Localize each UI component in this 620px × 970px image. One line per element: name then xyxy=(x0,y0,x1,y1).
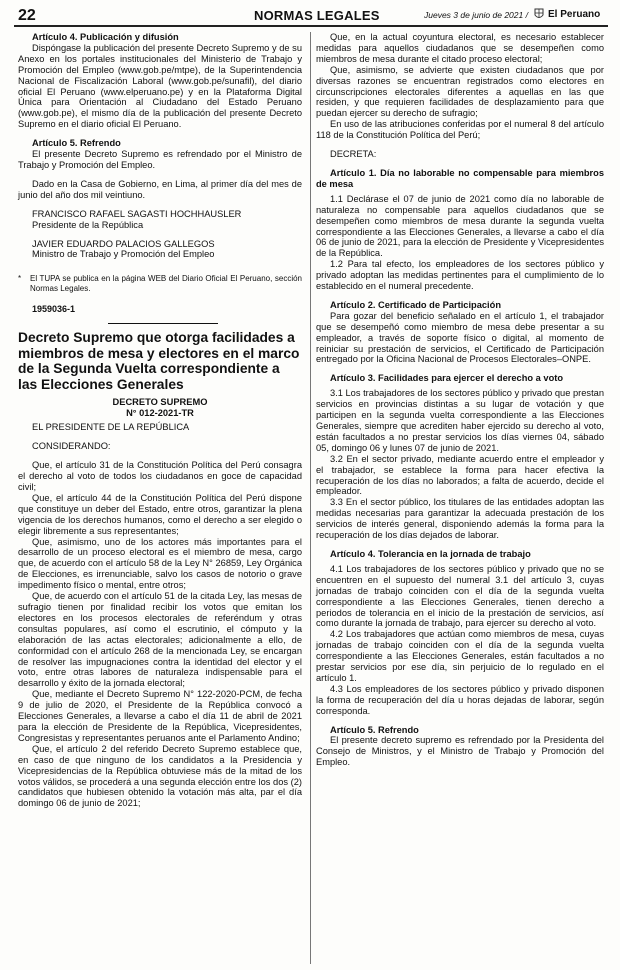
article-3-3: 3.3 En el sector público, los titulares de las entidades adoptan las medidas necesarias para garantizar la adecuada prestación de los servicios de interés general, disponiendo además la forma para la recuperación de los días dejados de laborar. xyxy=(316,497,604,541)
footnote-text: El TUPA se publica en la página WEB del Diario Oficial El Peruano, sección Normas Legales. xyxy=(30,274,302,294)
article-5-title-right: Artículo 5. Refrendo xyxy=(330,724,419,735)
article-3-title: Artículo 3. Facilidades para ejercer el derecho a voto xyxy=(330,373,564,384)
article-4-title: Artículo 4. Publicación y difusión xyxy=(32,32,179,42)
signature-2-role: Ministro de Trabajo y Promoción del Empleo xyxy=(32,249,215,260)
recital-3: En uso de las atribuciones conferidas por el numeral 8 del artículo 118 de la Constitución Política del Perú; xyxy=(316,119,604,141)
article-5-text: El presente Decreto Supremo es refrendado por el Ministro de Trabajo y Promoción del Empleo. xyxy=(18,149,302,170)
article-5-title: Artículo 5. Refrendo xyxy=(32,138,121,149)
considerando-1: Que, el artículo 31 de la Constitución Política del Perú consagra el derecho al voto de todos los ciudadanos en goce de capacidad civil; xyxy=(18,460,302,493)
article-2-text: Para gozar del beneficio señalado en el artículo 1, el trabajador que se desempeñó como miembro de mesa debe presentar a su empleador, a través de soporte físico o digital, al momento de reiniciar su prestación de servicios, el Certificado de Participación entregado por la Oficina Nacional de Procesos Electorales–ONPE. xyxy=(316,310,604,365)
considerando-5: Que, mediante el Decreto Supremo N° 122-2020-PCM, de fecha 9 de julio de 2020, el Presidente de la República convocó a Elecciones Generales, a llevarse a cabo el día 11 de abril de 2021 para la elección de Presidente de la República, Vicepresidentes, Congresistas y representantes peruanos ante el Parlamento Andino; xyxy=(18,689,302,743)
column-separator xyxy=(310,32,311,964)
article-3-2: 3.2 En el sector privado, mediante acuerdo entre el empleador y el trabajador, se establece la forma para hacer efectiva la recuperación de los días no laborados; a falta de acuerdo, decide el empleador. xyxy=(316,453,604,497)
considerando-6: Que, el artículo 2 del referido Decreto Supremo establece que, en caso de que ninguno de los candidatos a la Presidencia y Vicepresidencias de la República obtuviese más de la mitad de los votos válidos, se procederá a una segunda elección entre los dos (2) candidatos que hubiesen obtenido la votación más alta, par el día domingo 06 de junio de 2021; xyxy=(18,743,302,809)
article-3-1: 3.1 Los trabajadores de los sectores público y privado que prestan servicios en provincias distintas a su lugar de votación y que participen en la segunda vuelta correspondiente a las Elecciones Generales, siempre que acrediten haber ejercido su derecho al voto, están facultados a no prestar servicios los días viernes 04, sábado 05, domingo 06 y lunes 07 de junio de 2021. xyxy=(316,388,604,453)
considerando-2: Que, el artículo 44 de la Constitución Política del Perú dispone que constituye un deber del Estado, entre otros, garantizar la plena vigencia de los derechos humanos, como el derecho a ser elegido o elegir libremente a sus representantes; xyxy=(18,492,302,536)
footnote xyxy=(18,274,302,294)
recital-2: Que, asimismo, se advierte que existen ciudadanos que por diversas razones se encuentran registrados como electores en circunscripciones electorales diferentes a aquellas en las que residen, y que requieren facilidades de desplazamiento para que puedan ejercer su derecho de sufragio; xyxy=(316,64,604,119)
left-column xyxy=(18,32,302,809)
article-2-title: Artículo 2. Certificado de Participación xyxy=(330,299,501,310)
article-4-2: 4.2 Los trabajadores que actúan como miembros de mesa, cuyas jornadas de trabajo coinciden con el día de la segunda vuelta correspondiente a las Elecciones Generales, están facultados a no prestar servicios por ese día, sin perjuicio de lo regulado en el artículo 1. xyxy=(316,629,604,683)
header-rule xyxy=(14,25,608,27)
article-1-title: Artículo 1. Día no laborable no compensable para miembros de mesa xyxy=(316,167,604,189)
page-number: 22 xyxy=(18,7,36,24)
article-1-2: 1.2 Para tal efecto, los empleadores de los sectores público y privado adoptan las medidas pertinentes para el cumplimiento de lo establecido en el numeral precedente. xyxy=(316,259,604,292)
signature-2-name: JAVIER EDUARDO PALACIOS GALLEGOS xyxy=(32,238,215,249)
dado-text: Dado en la Casa de Gobierno, en Lima, al primer día del mes de junio del año dos mil veintiuno. xyxy=(18,178,302,200)
page-header xyxy=(14,6,608,26)
decreta-heading: DECRETA: xyxy=(330,149,377,160)
decree-number: N° 012-2021-TR xyxy=(126,407,194,418)
newspaper-brand: El Peruano xyxy=(548,9,601,20)
article-1-1: 1.1 Declárase el 07 de junio de 2021 como día no laborable de naturaleza no compensable para aquellos ciudadanos que se desempeñen como miembros de mesa durante la segunda vuelta correspondiente a las Elecciones Generales, a llevarse a cabo el día 06 de junio de 2021, para la elección de Presidente y Vicepresidentes de la República. xyxy=(316,193,604,259)
publication-date: Jueves 3 de junio de 2021 / xyxy=(424,10,528,20)
decree-title: Decreto Supremo que otorga facilidades a miembros de mesa y electores en el marco de la Segunda Vuelta correspondiente a las Elecciones Generales xyxy=(18,330,300,392)
decree-label: DECRETO SUPREMO xyxy=(112,396,208,407)
considerando-4: Que, de acuerdo con el artículo 51 de la citada Ley, las mesas de sufragio tienen por finalidad recibir los votos que emitan los electores en los procesos electorales de referéndum y otras consultas populares, así como el escrutinio, el cómputo y la elaboración de las actas electorales; adicionalmente a ello, de conformidad con el artículo 268 de la mencionada Ley, se encargan de resolver las impugnaciones contra la identidad del elector y el voto, entre otras labores de naturaleza indispensable para el desarrollo y éxito de la jornada electoral; xyxy=(18,591,302,689)
article-5-text-right: El presente decreto supremo es refrendado por la Presidenta del Consejo de Ministros, y el Ministro de Trabajo y Promoción del Empleo. xyxy=(316,735,604,768)
section-divider xyxy=(108,323,218,324)
right-column xyxy=(316,32,604,768)
article-4-title-right: Artículo 4. Tolerancia en la jornada de trabajo xyxy=(330,548,531,559)
considerando-3: Que, asimismo, uno de los actores más importantes para el desarrollo de un proceso electoral es el miembro de mesa, cargo que, de acuerdo con el artículo 58 de la Ley N° 26859, Ley Orgánica de Elecciones, es irrenunciable, salvo los casos de notorio o grave impedimento físico o mental, entre otros; xyxy=(18,536,302,591)
article-4-1: 4.1 Los trabajadores de los sectores público y privado que no se encuentren en el supuesto del numeral 3.1 del artículo 3, cuyas jornadas de trabajo coinciden con el día de la segunda vuelta correspondiente a las Elecciones Generales, tienen derecho a periodos de tolerancia en el inicio de la prestación de servicios, así como durante la jornada de trabajo, para ejercer su derecho al voto. xyxy=(316,563,604,629)
considerando-heading: CONSIDERANDO: xyxy=(32,441,111,452)
section-name: NORMAS LEGALES xyxy=(254,8,380,23)
norm-code: 1959036-1 xyxy=(32,304,76,315)
recital-1: Que, en la actual coyuntura electoral, es necesario establecer medidas para aquellos ciudadanos que se desempeñen como miembros de mesa durante el citado proceso electoral; xyxy=(316,32,604,64)
article-4-3: 4.3 Los empleadores de los sectores público y privado disponen la forma de recuperación del día u horas dejadas de laborar, según corresponda. xyxy=(316,683,604,716)
signature-1-role: Presidente de la República xyxy=(32,219,144,230)
president-line: EL PRESIDENTE DE LA REPÚBLICA xyxy=(32,422,190,433)
coat-of-arms-icon xyxy=(532,7,546,21)
signature-1-name: FRANCISCO RAFAEL SAGASTI HOCHHAUSLER xyxy=(32,208,242,219)
article-4-text: Dispóngase la publicación del presente Decreto Supremo y de su Anexo en los portales institucionales del Ministerio de Trabajo y Promoción del Empleo (www.gob.pe/mtpe), de la Superintendencia Nacional de Fiscalización Laboral (www.gob.pe/sunafil), del diario oficial El Peruano (www.elperuano.pe) y en la Plataforma Digital Única para Orientación al Ciudadano del Estado Peruano (www.gob.pe), el mismo día de la publicación del presente Decreto Supremo en el diario oficial El Peruano. xyxy=(18,42,302,130)
footnote-star: * xyxy=(18,274,22,284)
